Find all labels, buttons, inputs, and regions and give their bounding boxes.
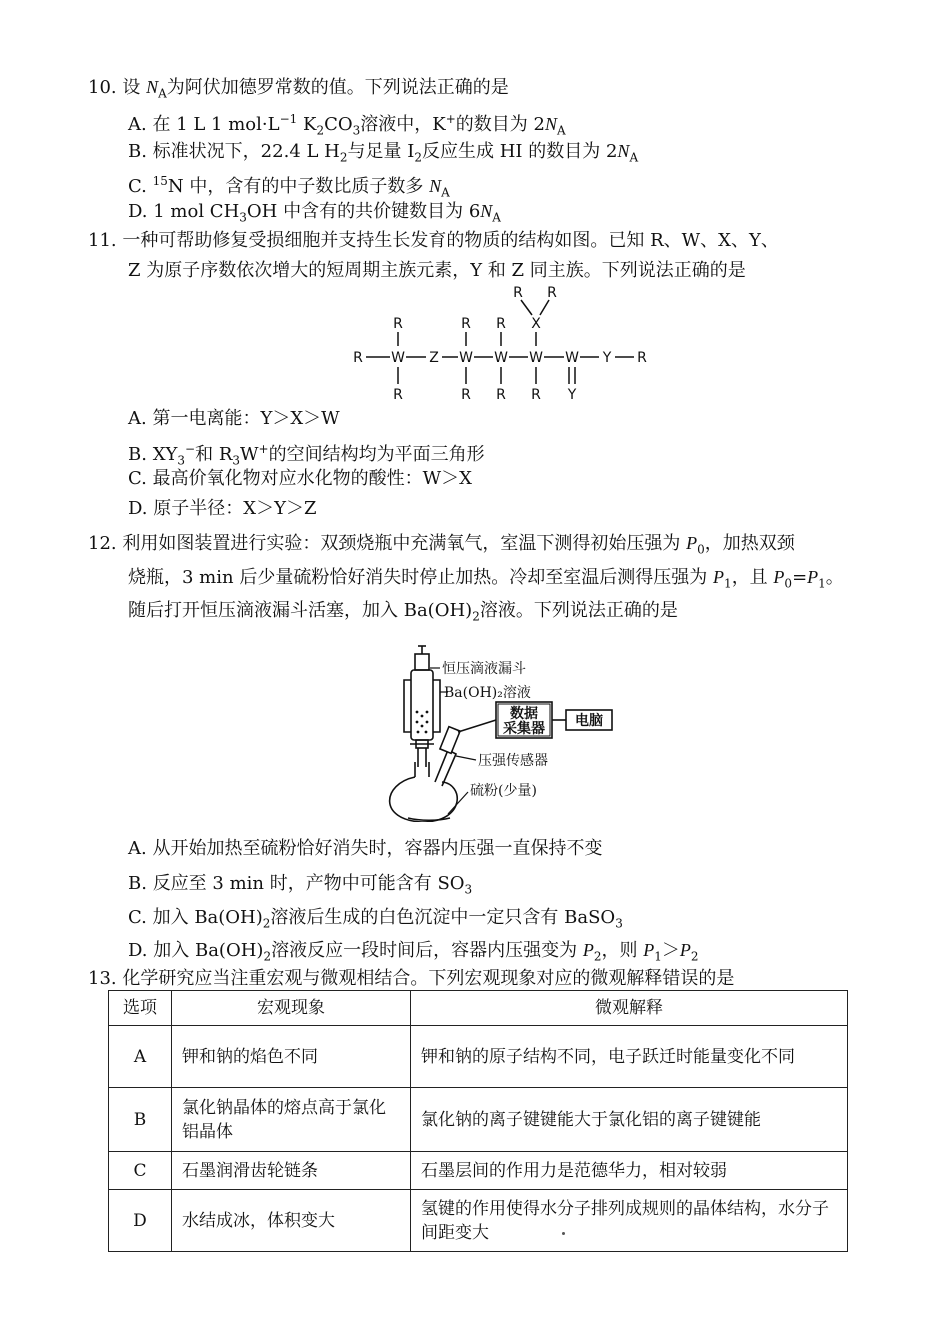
q13-stem: 13. 化学研究应当注重宏观与微观相结合。下列宏观现象对应的微观解释错误的是 [88, 968, 735, 989]
cell-macro: 水结成冰，体积变大 [172, 1190, 411, 1252]
funnel-label: 恒压滴液漏斗 [442, 661, 526, 677]
q10-option-b: B. 标准状况下，22.4 L $H_2$与足量 $I_2$反应生成 HI 的数目为 $2N_A$ [128, 141, 639, 165]
q11-option-d: D. 原子半径：X＞Y＞Z [128, 498, 317, 519]
q12-stem-line1: 12. 利用如图装置进行实验：双颈烧瓶中充满氧气，室温下测得初始压强为 $P_0$，加热双颈 [88, 533, 795, 557]
atom-r: R [637, 350, 647, 366]
table-header-row [109, 991, 848, 1026]
cell-option: A [109, 1026, 172, 1088]
atom-r: R [393, 316, 403, 332]
q10-option-d: D. 1 mol $CH_3OH$ 中含有的共价键数目为 $6N_A$ [128, 201, 501, 225]
collector-label-2: 采集器 [503, 721, 545, 737]
sensor-label: 压强传感器 [478, 753, 548, 769]
atom-x: X [531, 316, 541, 332]
cell-option: C [109, 1152, 172, 1190]
atom-r: R [496, 316, 506, 332]
cell-micro: 石墨层间的作用力是范德华力，相对较弱 [411, 1152, 848, 1190]
atom-r: R [393, 387, 403, 403]
q11-stem-line2: Z 为原子序数依次增大的短周期主族元素，Y 和 Z 同主族。下列说法正确的是 [128, 260, 746, 281]
atom-y: Y [567, 387, 577, 403]
q12-option-d: D. 加入 $Ba(OH)_2$溶液反应一段时间后，容器内压强变为 $P_2$，则 $P_1>P_2$ [128, 940, 699, 964]
q10-stem: 10. 设 $N_A$为阿伏加德罗常数的值。下列说法正确的是 [88, 77, 509, 101]
atom-w: W [565, 350, 579, 366]
q12-apparatus-diagram [360, 632, 635, 822]
atom-r: R [353, 350, 363, 366]
atom-r: R [461, 316, 471, 332]
collector-label-1: 数据 [510, 706, 538, 722]
cell-option: D [109, 1190, 172, 1252]
q11-stem-line1: 11. 一种可帮助修复受损细胞并支持生长发育的物质的结构如图。已知 R、W、X、Y、 [88, 230, 779, 251]
atom-w: W [459, 350, 473, 366]
table-row [109, 1190, 848, 1252]
atom-r: R [513, 285, 523, 301]
table-row [109, 1152, 848, 1190]
atom-w: W [391, 350, 405, 366]
q11-structure-diagram [340, 280, 660, 405]
header-micro: 微观解释 [411, 991, 848, 1026]
table-row [109, 1026, 848, 1088]
header-macro: 宏观现象 [172, 991, 411, 1026]
atom-r: R [547, 285, 557, 301]
q10-option-c: C. $^{15}$N 中，含有的中子数比质子数多 $N_A$ [128, 174, 450, 200]
header-option: 选项 [109, 991, 172, 1026]
atom-w: W [494, 350, 508, 366]
sulfur-label: 硫粉(少量) [470, 783, 537, 799]
q11-option-b: B. $XY_3^-$和 $R_3W^+$的空间结构均为平面三角形 [128, 442, 485, 468]
q12-stem-line3: 随后打开恒压滴液漏斗活塞，加入 $Ba(OH)_2$溶液。下列说法正确的是 [128, 600, 678, 624]
atom-z: Z [429, 350, 439, 366]
atom-r: R [531, 387, 541, 403]
atom-r: R [461, 387, 471, 403]
atom-r: R [496, 387, 506, 403]
atom-w: W [529, 350, 543, 366]
speck [562, 1232, 565, 1235]
cell-micro: 氯化钠的离子键键能大于氯化铝的离子键键能 [411, 1088, 848, 1152]
q12-option-b: B. 反应至 3 min 时，产物中可能含有 $SO_3$ [128, 873, 473, 897]
q12-option-a: A. 从开始加热至硫粉恰好消失时，容器内压强一直保持不变 [128, 838, 603, 859]
cell-micro: 钾和钠的原子结构不同，电子跃迁时能量变化不同 [411, 1026, 848, 1088]
q10-option-a: A. 在 1 L 1 $mol\cdot L^{-1}$ $K_2CO_3$溶液中，K+的数目为 $2N_A$ [128, 112, 566, 138]
cell-micro: 氢键的作用使得水分子排列成规则的晶体结构，水分子间距变大 [411, 1190, 848, 1252]
table-row [109, 1088, 848, 1152]
cell-macro: 氯化钠晶体的熔点高于氯化铝晶体 [172, 1088, 411, 1152]
bonds [366, 300, 634, 384]
cell-macro: 石墨润滑齿轮链条 [172, 1152, 411, 1190]
baoh-label: Ba(OH)₂溶液 [444, 685, 531, 701]
q12-option-c: C. 加入 $Ba(OH)_2$溶液后生成的白色沉淀中一定只含有 BaSO$_3$ [128, 907, 623, 931]
cell-option: B [109, 1088, 172, 1152]
q12-stem-line2: 烧瓶，3 min 后少量硫粉恰好消失时停止加热。冷却至室温后测得压强为 $P_1$，且 $P_0=P_1$。 [128, 567, 844, 591]
cell-macro: 钾和钠的焰色不同 [172, 1026, 411, 1088]
q13-table [108, 990, 848, 1252]
q11-option-a: A. 第一电离能：Y＞X＞W [128, 408, 340, 429]
computer-label: 电脑 [575, 713, 603, 729]
q11-option-c: C. 最高价氧化物对应水化物的酸性：W＞X [128, 468, 472, 489]
atom-y: Y [602, 350, 612, 366]
